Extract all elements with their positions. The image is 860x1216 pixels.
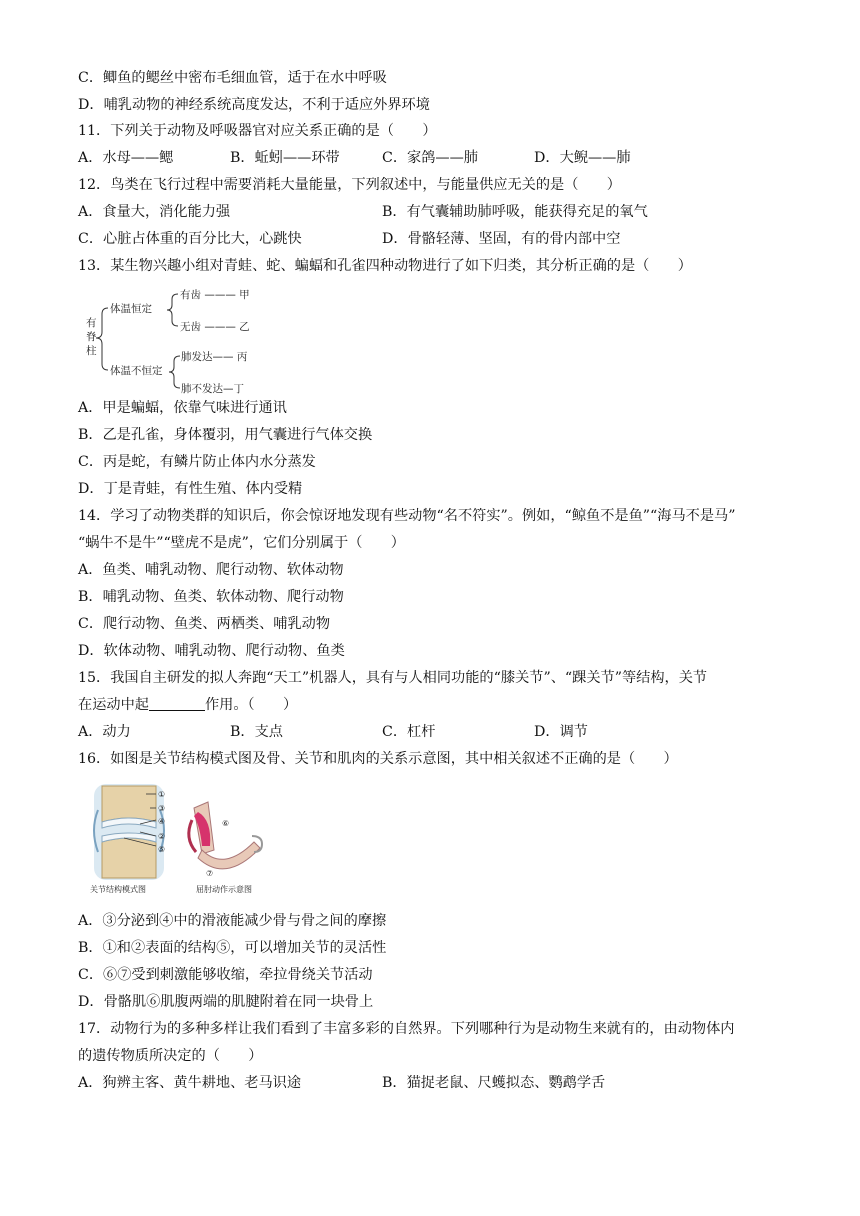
q11-option-a: A．水母——鳃 — [78, 150, 174, 166]
q10-option-c: C．鲫鱼的鳃丝中密布毛细血管，适于在水中呼吸 — [78, 70, 387, 86]
root-char-2: 脊 — [86, 331, 97, 343]
q11-option-b: B．蚯蚓——环带 — [230, 150, 340, 166]
classification-diagram — [82, 284, 282, 394]
q12-option-a: A．食量大，消化能力强 — [78, 204, 231, 220]
q11-stem: 11．下列关于动物及呼吸器官对应关系正确的是（ ） — [78, 123, 437, 139]
q14-stem-line2: “蜗牛不是牛”“壁虎不是虎”，它们分别属于（ ） — [78, 535, 405, 551]
q10-option-d: D．哺乳动物的神经系统高度发达，不利于适应外界环境 — [78, 97, 430, 113]
upper-bracket — [167, 294, 178, 326]
label-3: ③ — [158, 804, 166, 813]
q11-option-c: C．家鸽——肺 — [382, 150, 478, 166]
q13-option-a: A．甲是蝙蝠，依靠气味进行通讯 — [78, 400, 287, 416]
q13-option-c: C．丙是蛇，有鳞片防止体内水分蒸发 — [78, 454, 316, 470]
q14-option-c: C．爬行动物、鱼类、两栖类、哺乳动物 — [78, 616, 331, 632]
branch-constant-temp: 体温恒定 — [110, 303, 152, 315]
lower-bracket — [169, 356, 180, 388]
q14-stem-line1: 14．学习了动物类群的知识后，你会惊讶地发现有些动物“名不符实”。例如，“鲸鱼不是鱼”“海马不是马” — [78, 508, 736, 524]
q16-option-c: C．⑥⑦受到刺激能够收缩，牵拉骨绕关节活动 — [78, 967, 373, 983]
root-char-3: 柱 — [86, 345, 97, 357]
q12-option-d: D．骨骼轻薄、坚固，有的骨内部中空 — [382, 231, 621, 247]
leaf-jia: 有齿 ——— 甲 — [180, 289, 250, 301]
label-2: ② — [158, 832, 166, 841]
q12-stem: 12．鸟类在飞行过程中需要消耗大量能量，下列叙述中，与能量供应无关的是（ ） — [78, 177, 621, 193]
q12-option-c: C．心脏占体重的百分比大，心跳快 — [78, 231, 302, 247]
joint-structure-image — [94, 784, 164, 880]
q15-option-c: C．杠杆 — [382, 724, 436, 740]
caption-joint-structure: 关节结构模式图 — [90, 885, 146, 894]
label-6: ⑥ — [222, 819, 230, 828]
q17-option-b: B．猫捉老鼠、尺蠖拟态、鹦鹉学舌 — [382, 1075, 606, 1091]
leaf-ding: 肺不发达—丁 — [181, 383, 244, 394]
label-1: ① — [158, 790, 166, 799]
q15-option-a: A．动力 — [78, 724, 131, 740]
q11-option-d: D．大鲵——肺 — [534, 150, 631, 166]
q14-option-b: B．哺乳动物、鱼类、软体动物、爬行动物 — [78, 589, 344, 605]
caption-elbow-flex: 屈肘动作示意图 — [196, 885, 252, 894]
q15-stem-post: 作用。（ ） — [204, 697, 298, 713]
q14-option-a: A．鱼类、哺乳动物、爬行动物、软体动物 — [78, 562, 344, 578]
q16-stem: 16．如图是关节结构模式图及骨、关节和肌肉的关系示意图，其中相关叙述不正确的是（ ） — [78, 751, 678, 767]
q12-option-b: B．有气囊辅助肺呼吸，能获得充足的氧气 — [382, 204, 648, 220]
q15-answer-blank — [149, 696, 205, 711]
q17-stem-line2: 的遗传物质所决定的（ ） — [78, 1048, 263, 1064]
main-bracket — [96, 308, 108, 370]
q17-option-a: A．狗辨主客、黄牛耕地、老马识途 — [78, 1075, 302, 1091]
q15-stem-line1: 15．我国自主研发的拟人奔跑“天工”机器人，具有与人相同功能的“膝关节”、“踝关节”等结构，关节 — [78, 670, 708, 686]
q15-option-b: B．支点 — [230, 724, 283, 740]
q13-stem: 13．某生物兴趣小组对青蛙、蛇、蝙蝠和孔雀四种动物进行了如下归类，其分析正确的是（ ） — [78, 258, 692, 274]
q14-option-d: D．软体动物、哺乳动物、爬行动物、鱼类 — [78, 643, 345, 659]
q15-stem-pre: 在运动中起 — [78, 697, 149, 713]
label-4: ④ — [158, 817, 166, 826]
q15-option-d: D．调节 — [534, 724, 588, 740]
label-5: ⑤ — [158, 845, 166, 854]
q16-option-b: B．①和②表面的结构⑤，可以增加关节的灵活性 — [78, 940, 387, 956]
q17-stem-line1: 17．动物行为的多种多样让我们看到了丰富多彩的自然界。下列哪种行为是动物生来就有的，由动物体内 — [78, 1021, 735, 1037]
joint-figure — [84, 780, 284, 898]
q16-option-a: A．③分泌到④中的滑液能减少骨与骨之间的摩擦 — [78, 913, 387, 929]
leaf-bing: 肺发达—— 丙 — [181, 351, 248, 363]
elbow-flex-image — [189, 802, 262, 869]
root-char-1: 有 — [86, 317, 97, 329]
q13-option-b: B．乙是孔雀，身体覆羽，用气囊进行气体交换 — [78, 427, 373, 443]
q16-option-d: D．骨骼肌⑥肌腹两端的肌腱附着在同一块骨上 — [78, 994, 374, 1010]
branch-variable-temp: 体温不恒定 — [110, 365, 163, 377]
q13-option-d: D．丁是青蛙，有性生殖、体内受精 — [78, 481, 303, 497]
leaf-yi: 无齿 ——— 乙 — [180, 321, 250, 333]
label-7: ⑦ — [206, 869, 214, 878]
q15-stem-line2 — [78, 695, 297, 715]
